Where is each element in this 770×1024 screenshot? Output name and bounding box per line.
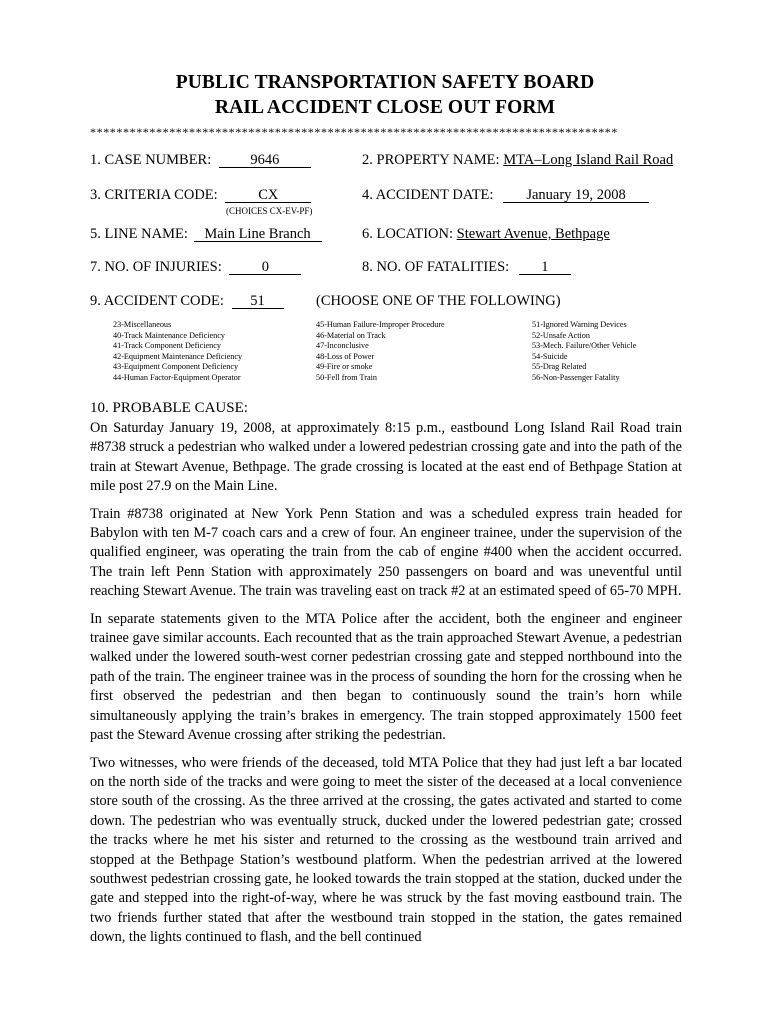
code-item: 46-Material on Track — [316, 330, 386, 340]
accident-code-label: 9. ACCIDENT CODE: — [90, 293, 224, 309]
code-item: 55-Drag Related — [532, 362, 587, 371]
line-name-label: 5. LINE NAME: — [90, 226, 188, 242]
paragraph: Train #8738 originated at New York Penn Station and was a scheduled express train headed for Babylon with ten M-7 coach cars and a crew of four. An engineer trainee, under the supervision of the qualified engineer, was operating the train from the cab of engine #400 when the accident occurred. The train left Penn Station with approximately 250 passengers on board and was uneventful until reaching Stewart Avenue. The train was traveling east on track #2 at an estimated speed of 65-70 MPH. — [90, 505, 682, 600]
probable-cause-heading: 10. PROBABLE CAUSE: — [90, 400, 248, 416]
code-item: 45-Human Failure-Improper Procedure — [316, 320, 445, 329]
location-value: Stewart Avenue, Bethpage — [456, 226, 610, 242]
codes-column-1 — [113, 320, 242, 383]
case-number-value: 9646 — [219, 153, 311, 168]
accident-date-label: 4. ACCIDENT DATE: — [362, 187, 494, 203]
fatalities-label: 8. NO. OF FATALITIES: — [362, 259, 510, 275]
code-item: 41-Track Component Deficiency — [113, 341, 221, 350]
paragraph: In separate statements given to the MTA Police after the accident, both the engineer and engineer trainee gave similar accounts. Each recounted that as the train approached Stewart Avenue, a pedestrian walked under the lowered south-west corner pedestrian crossing gate and stepped northbound into the path of the train. The engineer trainee was in the process of sounding the horn for the crossing when he first observed the pedestrian and then began to continuously sound the train’s horn while simultaneously applying the train’s brakes in emergency. The train stopped approximately 1500 feet past the Steward Avenue crossing after striking the pedestrian. — [90, 610, 683, 744]
code-item: 23-Miscellaneous — [113, 320, 172, 329]
asterisk-separator: ******************************************************************************** — [90, 125, 618, 139]
form-title-line1: PUBLIC TRANSPORTATION SAFETY BOARD — [175, 72, 595, 93]
property-name-value: MTA–Long Island Rail Road — [503, 152, 674, 168]
code-item: 56-Non-Passenger Fatality — [532, 372, 620, 382]
code-item: 43-Equipment Component Deficiency — [113, 362, 239, 371]
choose-one-note: (CHOOSE ONE OF THE FOLLOWING) — [316, 293, 561, 309]
code-item: 51-Ignored Warning Devices — [532, 320, 627, 329]
code-item: 54-Suicide — [532, 351, 568, 361]
criteria-choices-note: (CHOICES CX-EV-PF) — [226, 206, 313, 216]
criteria-code-value: CX — [225, 188, 311, 203]
code-item: 42-Equipment Maintenance Deficiency — [113, 351, 243, 361]
case-number-label: 1. CASE NUMBER: — [90, 152, 212, 168]
criteria-code-field — [90, 187, 311, 204]
code-item: 50-Fell from Train — [316, 372, 377, 382]
form-title-line2: RAIL ACCIDENT CLOSE OUT FORM — [214, 97, 556, 118]
paragraph: On Saturday January 19, 2008, at approximately 8:15 p.m., eastbound Long Island Rail Road train #8738 struck a pedestrian who walked under a lowered pedestrian crossing gate and into the path of the train at Stewart Avenue, Bethpage. The grade crossing is located at the east end of Bethpage Station at mile post 27.9 on the Main Line. — [90, 420, 682, 495]
code-item: 47-Inconclusive — [316, 341, 369, 350]
accident-date-field — [362, 187, 649, 204]
probable-cause-body — [90, 419, 682, 956]
paragraph: Two witnesses, who were friends of the deceased, told MTA Police that they had just left a bar located on the north side of the tracks and were going to meet the sister of the deceased at a local convenience store south of the crossing. As the three arrived at the crossing, the gates activated and started to come down. The pedestrian who was eventually struck, ducked under the lowered pedestrian gate; crossed the tracks where he met his sister and returned to the crossing as the westbound train arrived and stopped at the Bethpage Station’s westbound platform. When the pedestrian arrived at the lowered southwest pedestrian crossing gate, he looked towards the train stopped at the station, ducked under the gate and stepped into the right-of-way, where he was struck by the fast moving eastbound train. The two friends further stated that after the westbound train stopped in the station, the gates remained down, the lights continued to flash, and the bell continued — [90, 754, 682, 946]
code-item: 48-Loss of Power — [316, 351, 375, 361]
location-label: 6. LOCATION: — [362, 226, 454, 242]
location-field — [362, 226, 610, 243]
code-item: 53-Mech. Failure/Other Vehicle — [532, 341, 637, 350]
accident-code-field — [90, 293, 284, 310]
code-item: 49-Fire or smoke — [316, 362, 373, 371]
criteria-code-label: 3. CRITERIA CODE: — [90, 187, 218, 203]
code-item: 44-Human Factor-Equipment Operator — [113, 372, 241, 382]
accident-code-value: 51 — [232, 294, 284, 309]
fatalities-field — [362, 259, 571, 276]
property-name-field — [362, 152, 673, 169]
codes-column-2 — [316, 320, 445, 383]
injuries-field — [90, 259, 301, 276]
code-item: 40-Track Maintenance Deficiency — [113, 330, 226, 340]
line-name-value: Main Line Branch — [194, 227, 322, 242]
code-item: 52-Unsafe Action — [532, 330, 590, 340]
injuries-label: 7. NO. OF INJURIES: — [90, 259, 222, 275]
line-name-field — [90, 226, 322, 243]
accident-date-value: January 19, 2008 — [503, 188, 649, 203]
case-number-field — [90, 152, 311, 169]
injuries-value: 0 — [229, 260, 301, 275]
codes-column-3 — [532, 320, 636, 383]
property-name-label: 2. PROPERTY NAME: — [362, 152, 500, 168]
fatalities-value: 1 — [519, 260, 571, 275]
